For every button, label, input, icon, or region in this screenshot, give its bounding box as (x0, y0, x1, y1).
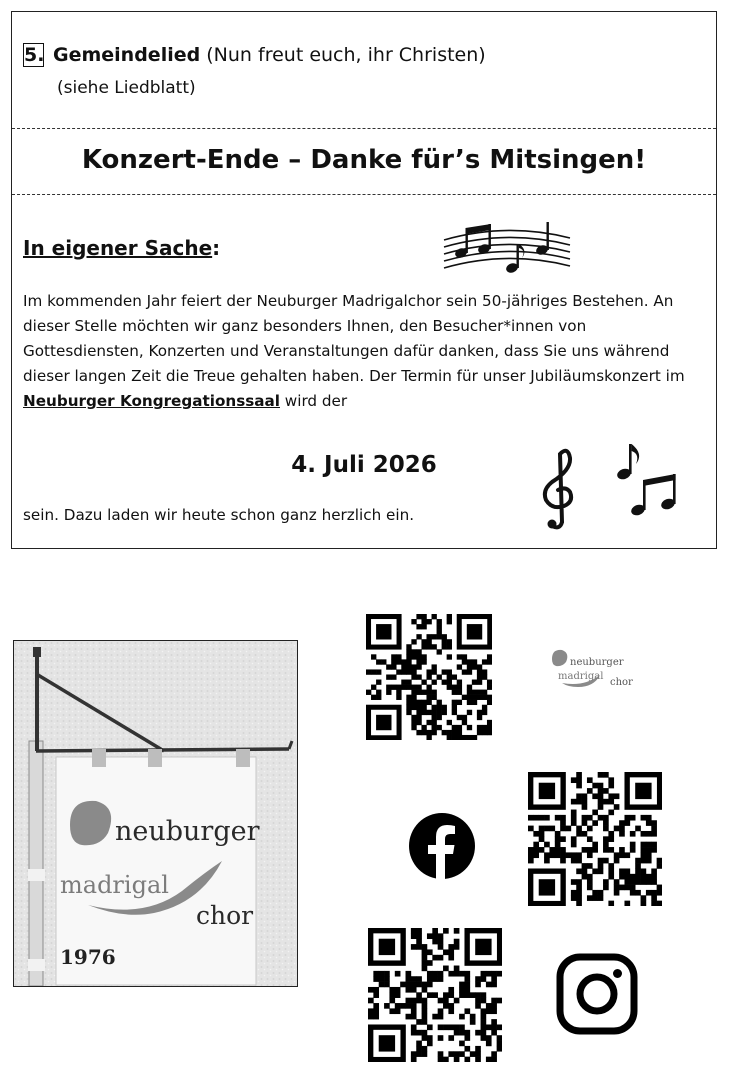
music-notes-icon (442, 210, 572, 274)
dashed-divider (12, 128, 716, 129)
treble-clef-icon (540, 448, 580, 532)
facebook-icon[interactable] (408, 812, 476, 880)
item-title-main: Gemeindelied (53, 44, 201, 66)
dashed-divider (12, 194, 716, 195)
section-heading (23, 236, 220, 260)
small-logo-line1: neuburger (570, 657, 624, 668)
qr-code-instagram[interactable] (368, 928, 502, 1062)
paragraph-text: Im kommenden Jahr feiert der Neuburger Madrigalchor sein 50-jähriges Bestehen. An dieser Stelle möchten wir ganz besonders Ihnen, den Besucher*innen von Gottesdiensten, Konzerten und Veranstaltungen dafür danken, dass Sie uns während dieser langen Zeit die Treue gehalten haben. Der Termin für unser Jubiläumskonzert im (23, 292, 685, 385)
program-box (11, 11, 717, 549)
small-choir-logo (548, 645, 638, 693)
qr-code-facebook[interactable] (528, 772, 662, 906)
sign-logo-line1: neuburger (115, 816, 260, 847)
closing-line: sein. Dazu laden wir heute schon ganz herzlich ein. (23, 506, 415, 524)
small-logo-line3: chor (610, 677, 633, 688)
announcement-paragraph (23, 289, 703, 414)
choir-sign-photo (13, 640, 298, 987)
closing-banner: Konzert-Ende – Danke für’s Mitsingen! (81, 145, 647, 175)
section-heading-text: In eigener Sache (23, 236, 213, 260)
item-title (53, 44, 486, 66)
sign-logo-line3: chor (196, 901, 254, 930)
eighth-notes-icon (610, 440, 682, 520)
item-title-note: (Nun freut euch, ihr Christen) (206, 44, 486, 66)
paragraph-text-end: wird der (279, 392, 348, 410)
venue-highlight: Neuburger Kongregationssaal (23, 392, 280, 410)
qr-code-website[interactable] (366, 614, 492, 740)
section-heading-colon: : (212, 236, 221, 260)
sign-year: 1976 (60, 945, 116, 969)
sign-logo-line2: madrigal (60, 871, 169, 899)
instagram-icon[interactable] (556, 953, 638, 1035)
small-logo-line2: madrigal (558, 671, 604, 682)
item-subtitle: (siehe Liedblatt) (57, 78, 196, 98)
item-number: 5. (24, 44, 45, 66)
sign-illustration (14, 641, 297, 986)
concert-date: 4. Juli 2026 (291, 452, 437, 478)
